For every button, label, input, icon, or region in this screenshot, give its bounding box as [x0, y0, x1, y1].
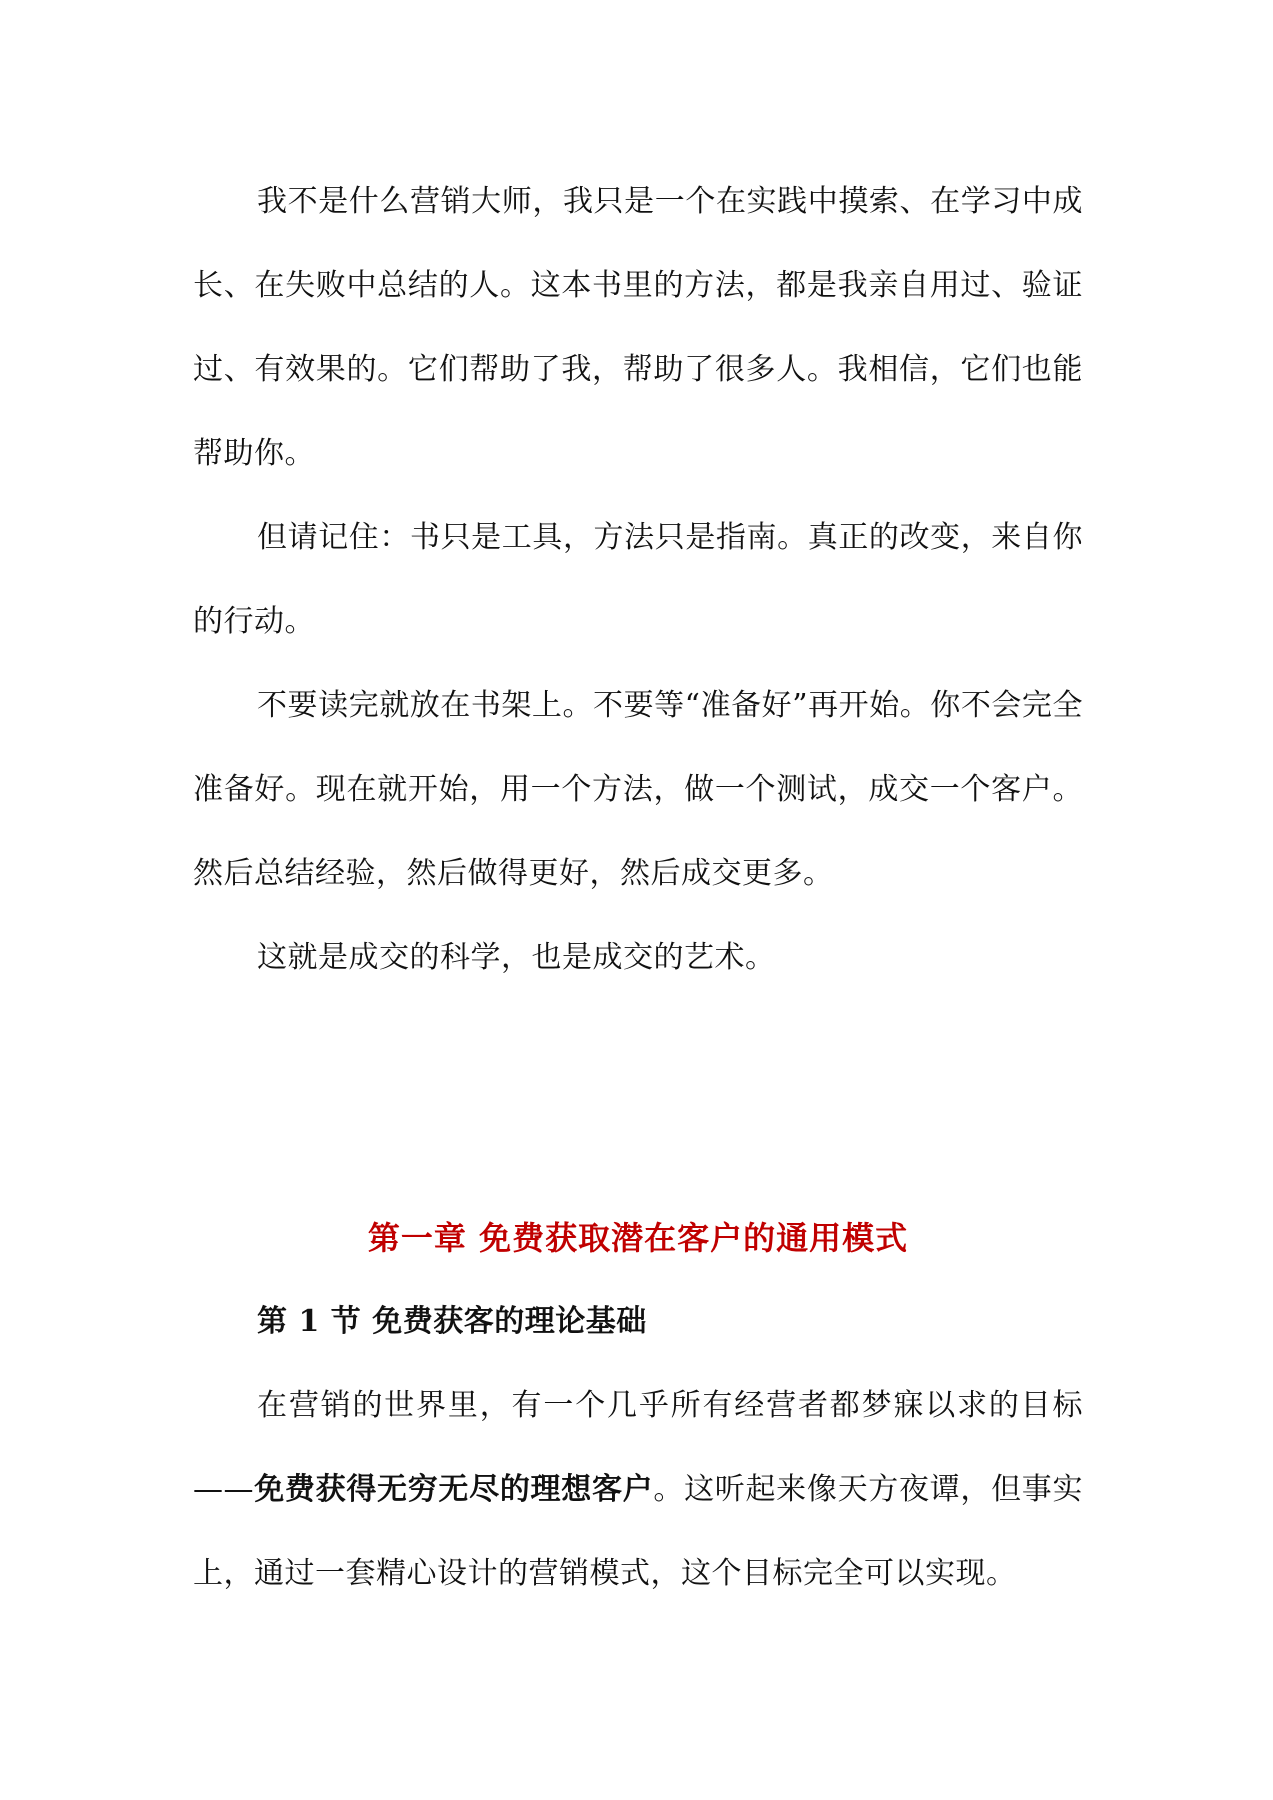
intro-paragraph-1: 我不是什么营销大师，我只是一个在实践中摸索、在学习中成长、在失败中总结的人。这本书里的方法，都是我亲自用过、验证过、有效果的。它们帮助了我，帮助了很多人。我相信，它们也能帮助你。 — [193, 184, 1083, 471]
body-text-before: 在营销的世界里，有一个几乎所有经营者都梦寐以求的目标—— — [193, 1388, 1083, 1507]
body-text-after: 。这听起来像天方夜谭，但事实上，通过一套精心设计的营销模式，这个目标完全可以实现。 — [193, 1472, 1084, 1591]
intro-paragraph-4: 这就是成交的科学，也是成交的艺术。 — [257, 940, 776, 975]
intro-paragraph-3: 不要读完就放在书架上。不要等“准备好”再开始。你不会完全准备好。现在就开始，用一个方法，做一个测试，成交一个客户。然后总结经验，然后做得更好，然后成交更多。 — [193, 688, 1083, 891]
body-text-bold: 免费获得无穷无尽的理想客户 — [254, 1472, 654, 1507]
chapter-title: 第一章 免费获取潜在客户的通用模式 — [367, 1219, 909, 1257]
section-title: 第 1 节 免费获客的理论基础 — [257, 1304, 647, 1339]
body-paragraph-1 — [193, 1364, 1083, 1616]
chapter-spacer — [193, 1000, 1083, 1196]
page-content — [193, 160, 1083, 1616]
intro-paragraph-2: 但请记住：书只是工具，方法只是指南。真正的改变，来自你的行动。 — [193, 520, 1083, 639]
